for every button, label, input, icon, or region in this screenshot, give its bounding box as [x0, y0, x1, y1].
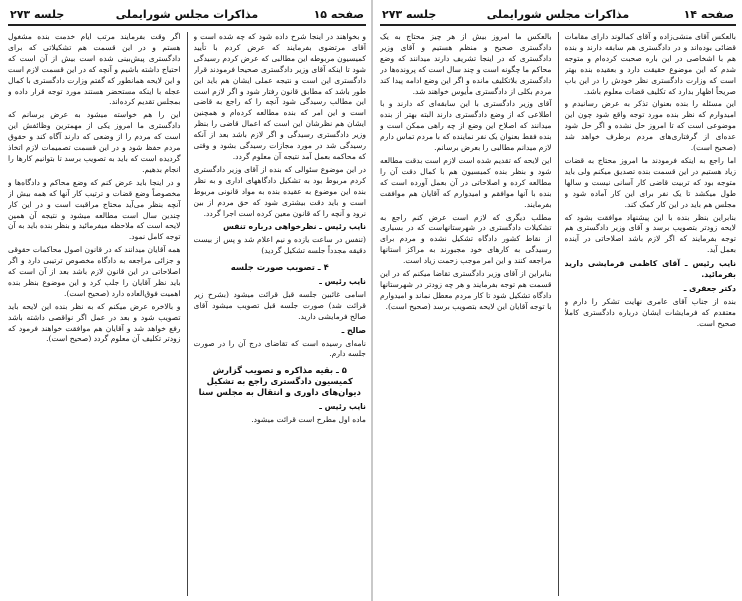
speaker-line: صالح ـ: [341, 325, 366, 335]
right-page-columns: [380, 32, 736, 596]
paragraph: و در اینجا باید عرض کنم که وضع محاکم و دادگاه‌ها و مخصوصاً وضع قضات و ترتیب کار آنها که همه بیش از آنچه بنظر می‌آید محتاج مراقبت است و در این کار چندین سال است مطالعه میشود و نتیجه آن همین لایحه است که ملاحظه میفرمائید و بنظر بنده باید به آن توجه کامل نمود.: [8, 177, 181, 242]
column-divider: [558, 32, 559, 596]
paragraph: آقای وزیر دادگستری با این سابقه‌ای که دارند و با اطلاعی که از وضع دادگستری دارند البته بهتر از بنده میدانند که اصلاح این وضع از چه راهی ممکن است و بنده فقط بعنوان یک نفر نماینده که با مردم تماس دارم لازم میدانم مطالبی را بعرض برسانم.: [380, 99, 552, 153]
book-gutter: [371, 0, 373, 601]
speaker-line: نایب رئیس ـ نظرخواهی درباره تنفس: [223, 222, 366, 232]
text-column-right: [565, 32, 737, 596]
paragraph: و بالاخره عرض میکنم که به نظر بنده این لایحه باید تصویب شود و بعد در عمل اگر نواقصی داشته باشد رفع خواهد شد و آقایان هم موافقت خواهند فرمود که زودتر تکلیف آن معلوم گردد (صحیح است).: [8, 301, 181, 344]
speaker-line: نایب رئیس ـ آقای کاظمی فرمایشی دارید بفرمائید.: [564, 259, 736, 280]
paragraph: این لایحه که تقدیم شده است لازم است بدقت مطالعه شود و بنظر بنده کمیسیون هم با کمال دقت آن را مطالعه کرده و اصلاحاتی در آن بعمل آورده است که بنده با آنها موافقم و امیدوارم که آقایان هم موافقت بفرمایند.: [380, 155, 552, 209]
paragraph: و بخواهند در اینجا شرح داده شود که چه شده است و آقای مرتضوی بفرمایند که عرض کردم با تأیید کمیسیون مربوطه این مطالبی که عرض کردم رسیدگی شود تا اینکه آقای وزیر دادگستری صحیحا فرمودند قرار دادگستری این است و نتیجه عملی ایشان هم باید این طور باشد که مطابق قانون رفتار شود و اگر لازم است این مطالب رسیدگی شود آنچه را که راجع به قاضی است و این امر که بنده مطالعه کرده‌ام و همچنین ایشان هم نظرشان این است که اعمال قاضی را بنظر وزیر دادگستری رسیدگی و اگر لازم باشد بعد از آنکه رسیدگی شد در مورد مجازات رسیدگی بشود و وقتی که محاکمه بعمل آمد نتیجه آن معلوم گردد.: [193, 32, 366, 161]
paragraph: همه آقایان میدانند که در قانون اصول محاکمات حقوقی و جزائی مراجعه به دادگاه مخصوص ترتیبی دارد و اگر اصلاحاتی در این قانون لازم باشد بعد از آن است که باید نظر آقایان را جلب کرد و این موضوع بنظر بنده اهمیت فوق‌العاده دارد (صحیح است).: [8, 245, 181, 298]
paragraph: نامه‌ای رسیده است که تقاضای درج آن را در صورت جلسه دارم.: [193, 338, 366, 359]
left-page-header: [8, 6, 366, 26]
paragraph: اسامی غائبین جلسه قبل قرائت میشود (بشرح زیر قرائت شد) صورت جلسه قبل تصویب میشود آقای صالح فرمایشی دارید.: [193, 289, 366, 321]
paragraph: (تنفس در ساعت یازده و نیم اعلام شد و پس از بیست دقیقه مجدداً جلسه تشکیل گردید): [193, 235, 366, 256]
speaker-line: دکتر جعفری ـ: [683, 283, 736, 293]
text-column-left: [8, 32, 181, 596]
session-number: جلسه ۲۷۳: [10, 8, 65, 21]
page-number: صفحه ۱۴: [683, 8, 734, 21]
right-page: [380, 6, 736, 596]
speaker-line: نایب رئیس ـ: [319, 402, 366, 412]
paragraph: بنده از جناب آقای عامری نهایت تشکر را دارم و معتقدم که فرمایشات ایشان درباره دادگستری کاملاً صحیح است.: [564, 296, 736, 328]
paragraph: این را هم خواسته میشود به عرض برسانم که دادگستری ما امروز یکی از مهمترین وظائفش این است که مردم را از وضعی که دارند آگاه کند و حقوق مردم حفظ شود و در این قسمت تصمیمات لازم اتخاذ گردیده است که باید به تصویب برسد تا بتوانیم کارها را انجام بدهیم.: [8, 110, 181, 174]
paragraph: این مسئله را بنده بعنوان تذکر به عرض رسانیدم و امیدوارم که نظر بنده مورد توجه واقع شود چون این موضوعی است که تا امروز حل نشده و اگر حل شود عده‌ای از گرفتاری‌های مردم برطرف خواهد شد (صحیح است).: [564, 99, 736, 153]
paragraph: مطلب دیگری که لازم است عرض کنم راجع به تشکیلات دادگستری در شهرستانهاست که در بسیاری از نقاط کشور دادگاه تشکیل نشده و مردم برای رسیدگی به کارهای خود مجبورند به مراکز استانها مراجعه کنند و این امر موجب زحمت زیاد است.: [380, 212, 552, 266]
paragraph: ماده اول مطرح است قرائت میشود.: [251, 415, 366, 424]
paragraph: بنابراین بنظر بنده با این پیشنهاد موافقت بشود که لایحه زودتر بتصویب برسد و آقای وزیر دادگستری هم توجه بفرمایند که اگر لازم باشد اصلاحاتی در آینده بعمل آید.: [564, 212, 736, 255]
text-column-left: [380, 32, 552, 596]
section-heading: ۴ ـ تصویب صورت جلسه: [230, 262, 329, 273]
paragraph: اما راجع به اینکه فرمودند ما امروز محتاج به قضات زیاد هستیم در این قسمت بنده تصدیق میکنم ولی باید متوجه بود که تربیت قاضی کار آسانی نیست و سالها طول میکشد تا یک نفر برای این کار آماده شود و مجلس هم باید در این کار کمک کند.: [564, 155, 736, 209]
speaker-line: نایب رئیس ـ: [319, 277, 366, 287]
running-title: مذاکرات مجلس شورایملی: [486, 8, 630, 21]
left-page: [8, 6, 366, 596]
running-title: مذاکرات مجلس شورایملی: [115, 8, 259, 21]
right-page-header: [380, 6, 736, 26]
paragraph: بالعکس ما امروز بیش از هر چیز محتاج به یک دادگستری صحیح و منظم هستیم و آقای وزیر دادگستری که در اینجا تشریف دارند میدانند که وضع محاکم ما چگونه است و چند سال است که پرونده‌ها در دادگستری بلاتکلیف مانده و اگر این وضع ادامه پیدا کند مردم بکلی از دادگستری مأیوس خواهند شد.: [380, 32, 552, 96]
paragraph: بنابراین از آقای وزیر دادگستری تقاضا میکنم که در این قسمت هم توجه بفرمایند و هر چه زودتر در شهرستانها دادگاه تشکیل شود تا کار مردم معطل نماند و امیدوارم با توجه آقایان این لایحه بتصویب برسد (صحیح است).: [380, 269, 552, 311]
page-number: صفحه ۱۵: [313, 8, 364, 21]
paragraph: بالعکس آقای منشی‌زاده و آقای کمالوند دارای مقامات قضائی بوده‌اند و در دادگستری هم سابقه دارند و بنده هم با اشخاصی در این باره صحبت کرده‌ام و متوجه شدم که این موضوع حقیقت دارد و بعقیده بنده بهتر است که وزارت دادگستری نظر خودش را در این باب صریحاً اظهار بدارد که تکلیف قضات معلوم باشد.: [564, 32, 736, 96]
session-number: جلسه ۲۷۳: [382, 8, 437, 21]
text-column-right: [194, 32, 367, 596]
left-page-columns: [8, 32, 366, 596]
paragraph: اگر وقت بفرمایند مرتب ایام خدمت بنده مشغول هستم و در این قسمت هم تشکیلاتی که برای دادگستری پیش‌بینی شده است بیش از آن است که احتیاج داشته باشیم و آنچه که در این قسمت لازم است و این لایحه همانطور که گفتم وزارت دادگستری با کمال عجله با اینکه مستحضر هستند مورد توجه قرار داده و بمجلس تقدیم کرده‌اند.: [8, 32, 181, 107]
column-divider: [187, 32, 188, 596]
paragraph: در این موضوع سئوالی که بنده از آقای وزیر دادگستری کردم مربوط بود به تشکیل دادگاههای اداری و به نظر بنده این موضوع به عقیده بنده به مواد قانونی مربوط است و باید دقت بیشتری شود که حق مردم از بین نرود و آنچه را که قانون معین کرده است اجرا گردد.: [193, 164, 366, 218]
section-heading: ۵ ـ بقیه مذاکره و تصویب گزارش کمیسیون دادگستری راجع به تشکیل دیوان‌های داوری و انتقال به مجلس سنا: [198, 365, 361, 398]
